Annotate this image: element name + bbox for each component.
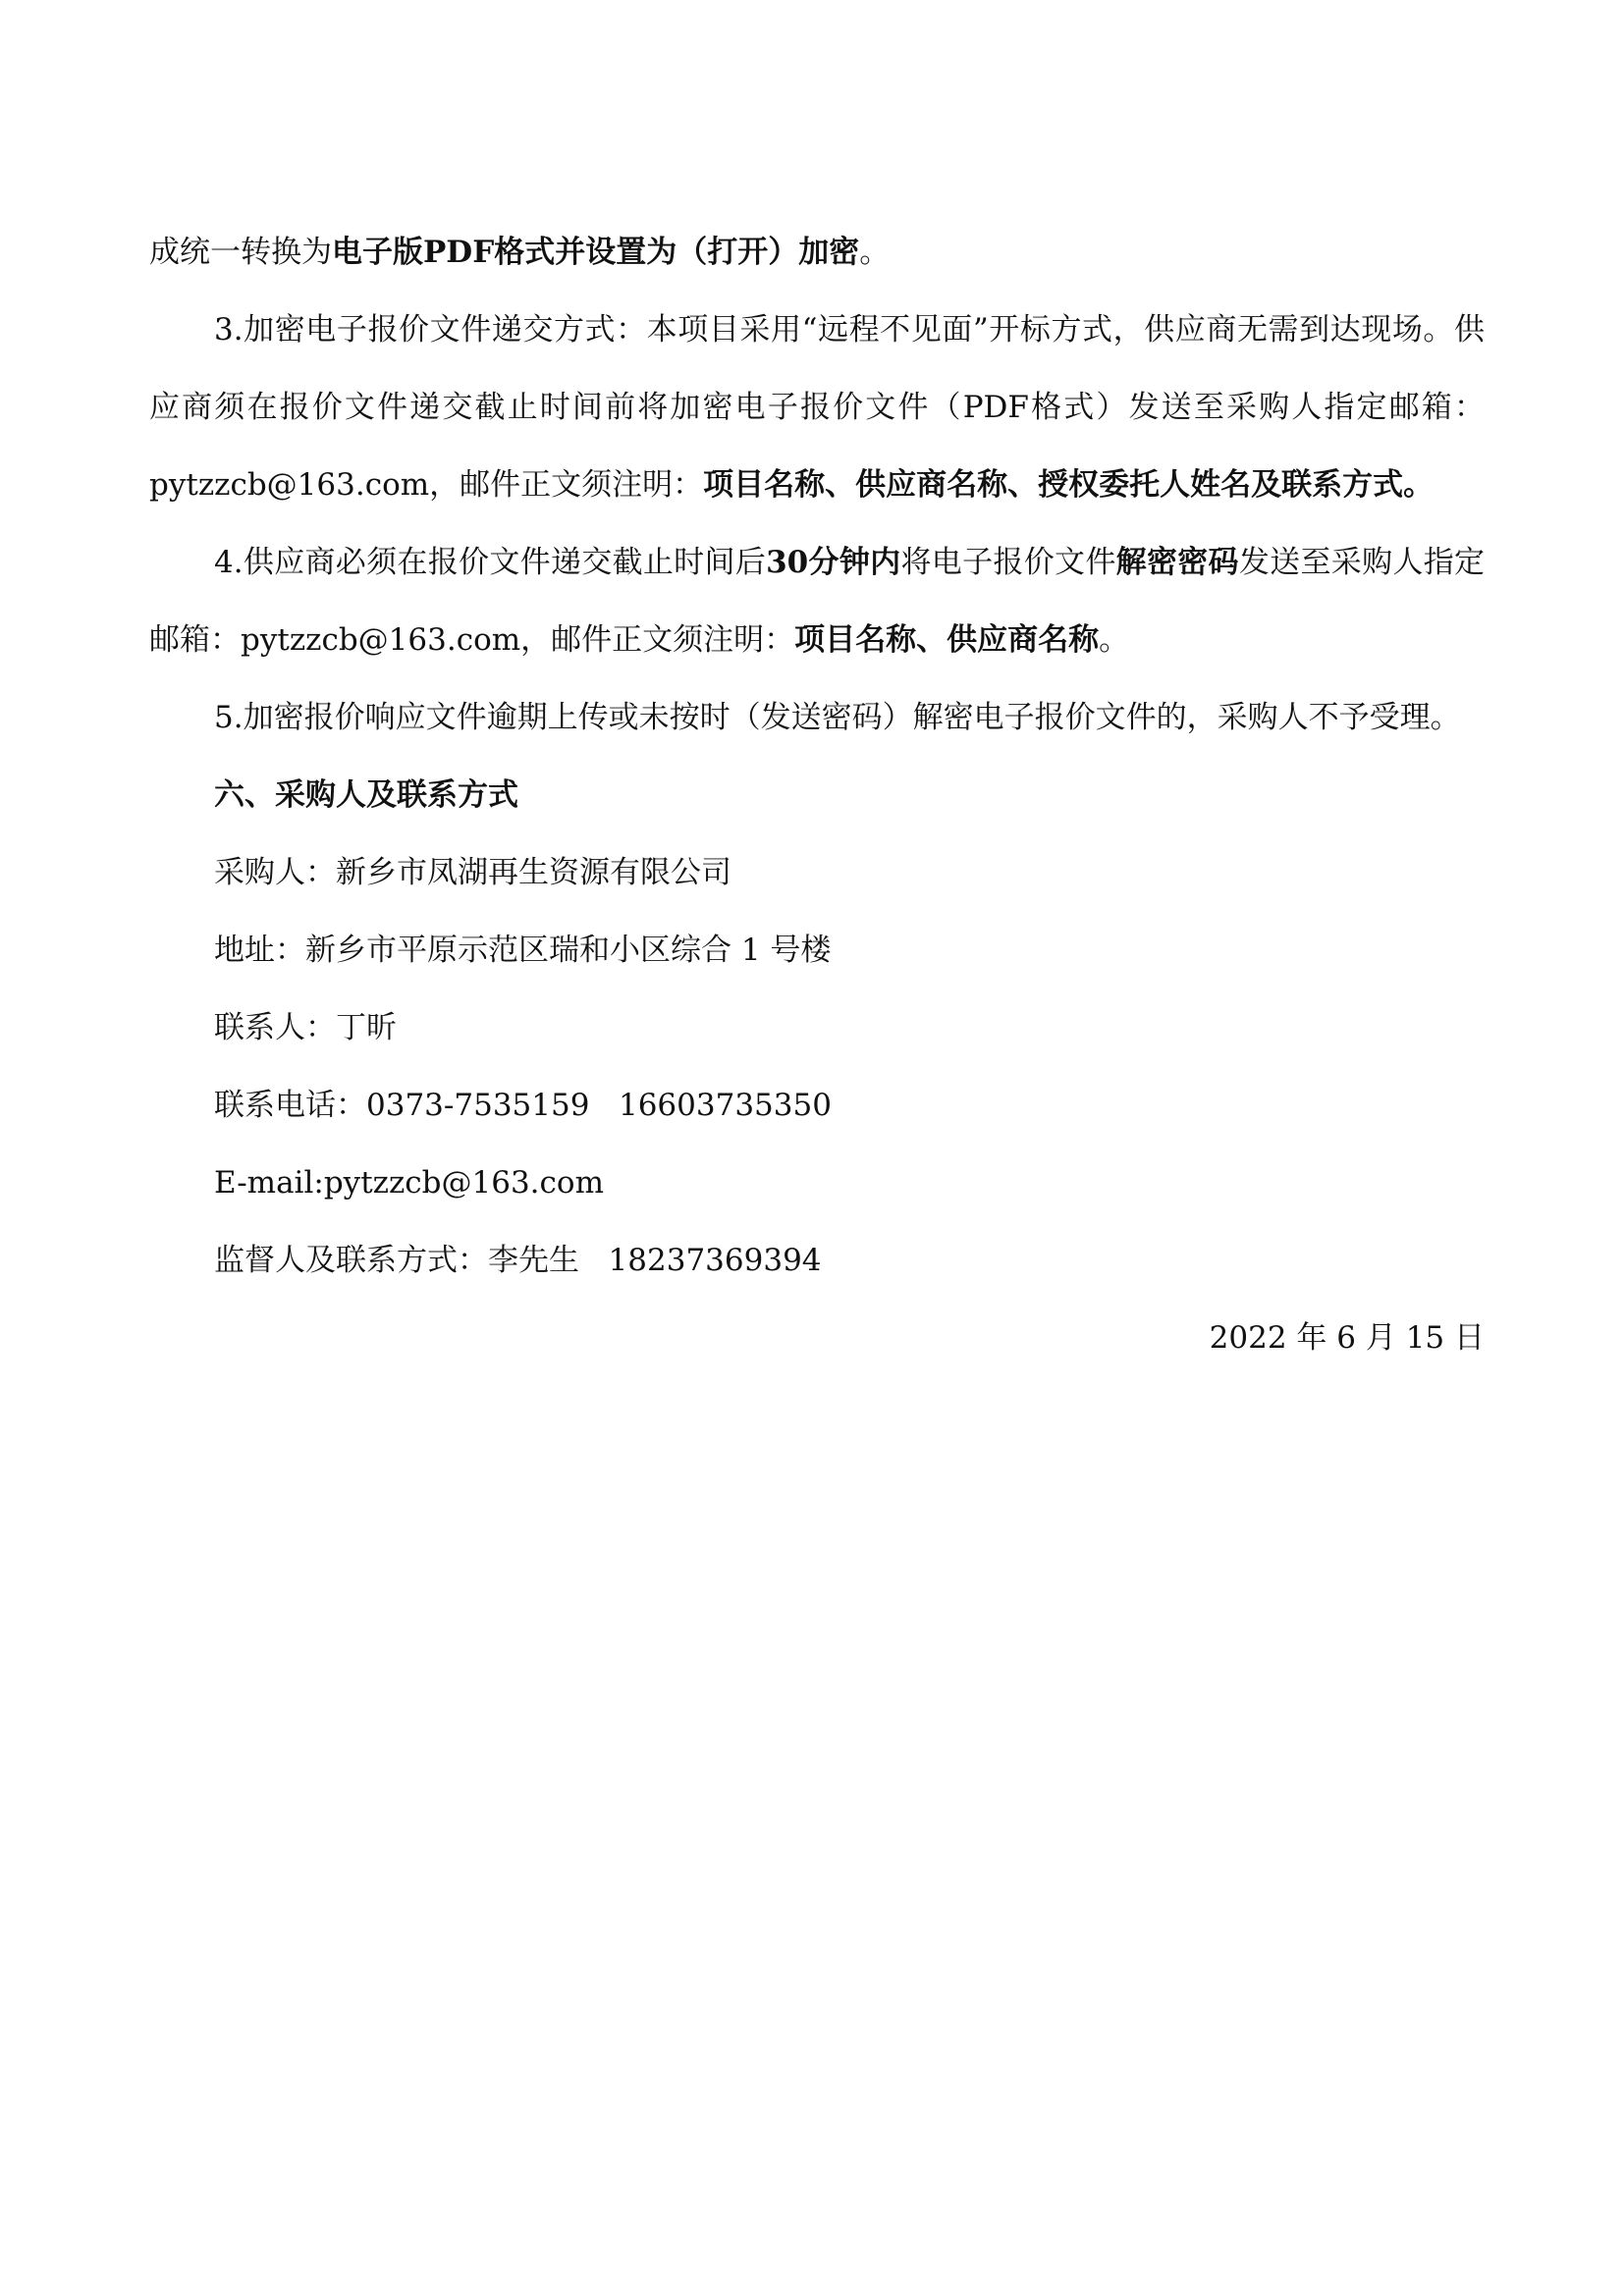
purchaser-line: 采购人：新乡市凤湖再生资源有限公司 [214, 855, 731, 890]
document-date: 2022 年 6 月 15 日 [1209, 1320, 1485, 1356]
supervisor-line: 监督人及联系方式：李先生 18237369394 [214, 1243, 822, 1278]
paragraph-password-submission [149, 524, 1485, 679]
text-run: 3.加密电子报价文件递交方式：本项目采用“远程不见面”开标方式，供应商无需到达现场。供应商须在报价文件递交截止时间前将加密电子报价文件（PDF格式）发送至采购人指定邮箱：pytzzcb@163.com，邮件正文须注明： [149, 312, 1485, 503]
paragraph-submission-method [149, 292, 1485, 524]
bold-run: 项目名称、供应商名称、授权委托人姓名及联系方式。 [703, 467, 1435, 503]
text-run: 。 [859, 235, 891, 270]
text-run: 5.加密报价响应文件逾期上传或未按时（发送密码）解密电子报价文件的，采购人不予受理。 [214, 700, 1461, 735]
text-run: 发送至采购人指定邮箱：pytzzcb@163.com，邮件正文须注明： [149, 545, 1486, 658]
bold-run: 项目名称、供应商名称 [794, 622, 1100, 658]
text-run: 4.供应商必须在报价文件递交截止时间后 [214, 545, 767, 580]
text-run: 成统一转换为 [149, 235, 332, 270]
document-page [149, 214, 1485, 1377]
paragraph-encryption-format [149, 214, 1485, 292]
section-heading: 六、采购人及联系方式 [214, 777, 518, 813]
address-line: 地址：新乡市平原示范区瑞和小区综合 1 号楼 [214, 933, 832, 968]
paragraph-late-submission [149, 679, 1485, 757]
text-run: 。 [1099, 622, 1130, 658]
contact-line: 联系人：丁昕 [214, 1010, 397, 1045]
email-line: E-mail:pytzzcb@163.com [214, 1165, 604, 1201]
bold-run: 解密密码 [1115, 545, 1239, 580]
bold-run: 电子版PDF格式并设置为（打开）加密 [332, 235, 860, 270]
phone-line: 联系电话：0373-7535159 16603735350 [214, 1088, 832, 1123]
text-run: 将电子报价文件 [900, 545, 1116, 580]
bold-run: 30分钟内 [766, 545, 901, 580]
